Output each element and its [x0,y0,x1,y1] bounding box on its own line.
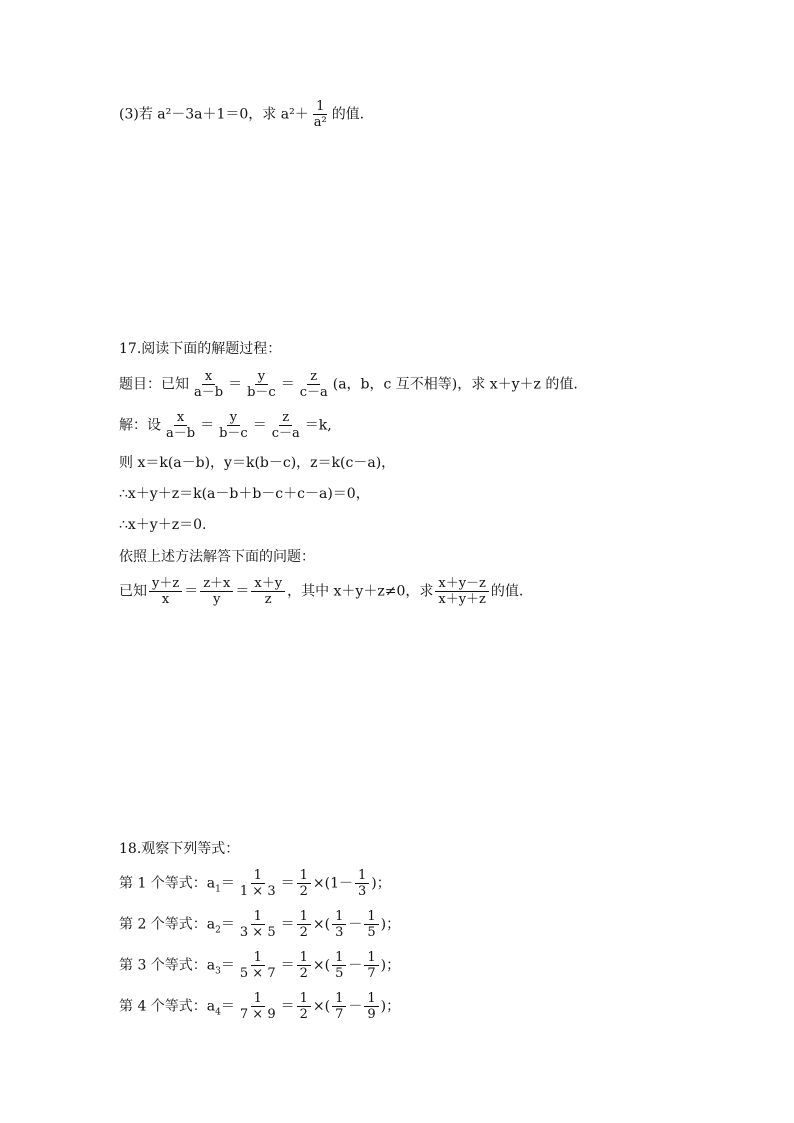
fraction: $\frac{y}{b-c}$ [247,369,276,400]
fraction: $\frac{1}{7}$ [364,950,378,981]
fraction: $\frac{1}{2}$ [297,991,311,1022]
q17-problem: 已知 $\frac{y+z}{x}$ ＝ $\frac{z+x}{y}$ ＝ $\frac{x+y}{z}$ ，其中 x＋y＋z≠0，求 $\frac{x+y-z}{x+y+z}$ 的值. [119,576,524,607]
fraction: $\frac{1}{2}$ [297,909,311,940]
q17-title: 17.阅读下面的解题过程： [119,341,282,357]
fraction: $\frac{1}{9}$ [364,991,378,1022]
fraction: $\frac{x+y-z}{x+y+z}$ [435,576,489,607]
q17-solution-set: 解：设 $\frac{x}{a-b}$ ＝ $\frac{y}{b-c}$ ＝ $\frac{z}{c-a}$ ＝k, [119,410,332,441]
fraction: $\frac{z}{c-a}$ [299,369,328,400]
q18-equation-2: 第 2 个等式：$a_2=$ $\frac{1}{3 \times 5}$ ＝ $\frac{1}{2}$ ×( $\frac{1}{3}$ － $\frac{1}{5}$ )； [119,909,401,940]
fraction: $\frac{z+x}{y}$ [200,576,233,607]
fraction: $\frac{y+z}{x}$ [149,576,182,607]
fraction: $\frac{1}{7 \times 9}$ [239,991,276,1022]
fraction: $\frac{z}{c-a}$ [271,410,300,441]
q17-step1: 则 x＝k(a－b)，y＝k(b－c)，z＝k(c－a)， [119,455,396,471]
fraction: $\frac{x}{a-b}$ [166,410,196,441]
fraction: $\frac{1}{2}$ [297,868,311,899]
fraction: $\frac{1}{7}$ [332,991,346,1022]
fraction: $\frac{y}{b-c}$ [219,410,248,441]
q17-given: 题目：已知 $\frac{x}{a-b}$ ＝ $\frac{y}{b-c}$ ＝ $\frac{z}{c-a}$ (a，b，c 互不相等)，求 x＋y＋z 的值. [119,369,578,400]
q18-title: 18.观察下列等式： [119,841,240,857]
q18-equation-3: 第 3 个等式：$a_3=$ $\frac{1}{5 \times 7}$ ＝ $\frac{1}{2}$ ×( $\frac{1}{5}$ － $\frac{1}{7}$ )； [119,950,401,981]
q16-suffix: 的值. [331,106,365,123]
q18-equation-4: 第 4 个等式：$a_4=$ $\frac{1}{7 \times 9}$ ＝ $\frac{1}{2}$ ×( $\frac{1}{7}$ － $\frac{1}{9}$ )； [119,991,401,1022]
fraction: $\frac{1}{2}$ [297,950,311,981]
q16-part3 [119,99,364,130]
fraction: $\frac{x+y}{z}$ [251,576,285,607]
fraction: $\frac{1}{5}$ [364,909,378,940]
fraction: $\frac{1}{5}$ [332,950,346,981]
fraction: $\frac{1}{3}$ [355,868,369,899]
q17-step2: ∴x＋y＋z＝k(a－b＋b－c＋c－a)＝0， [119,486,370,502]
q17-instruction: 依照上述方法解答下面的问题： [119,549,315,565]
q16-prefix: (3)若 a²－3a＋1＝0，求 a²＋ [119,106,309,123]
fraction: $\frac{1}{3}$ [332,909,346,940]
fraction: $\frac{1}{\text{a²}}$ [313,99,327,130]
q18-equation-1: 第 1 个等式：$a_1=$ $\frac{1}{1 \times 3}$ ＝ $\frac{1}{2}$ ×(1－ $\frac{1}{3}$ )； [119,868,391,899]
fraction: $\frac{x}{a-b}$ [194,369,224,400]
fraction: $\frac{1}{1 \times 3}$ [239,868,276,899]
fraction: $\frac{1}{3 \times 5}$ [239,909,276,940]
q17-step3: ∴x＋y＋z＝0. [119,517,207,533]
fraction: $\frac{1}{5 \times 7}$ [239,950,276,981]
